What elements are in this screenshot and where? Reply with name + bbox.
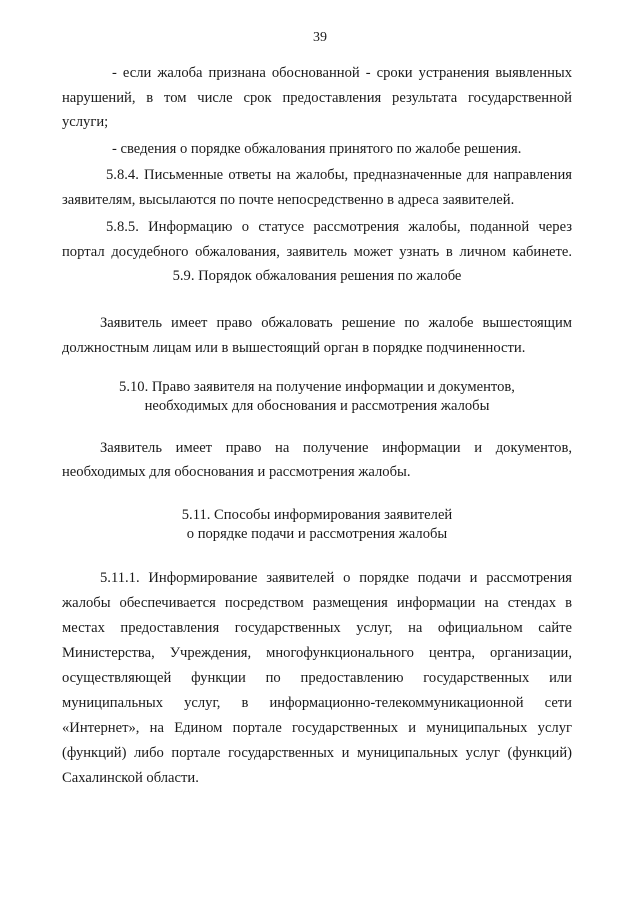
text-line: услуги; [62, 114, 109, 130]
text-line: Заявитель имеет право на получение информации и документов, [100, 440, 572, 456]
text-line: 5.8.4. Письменные ответы на жалобы, предназначенные для направления [106, 167, 572, 183]
text-line: Заявитель имеет право обжаловать решение по жалобе вышестоящим [100, 315, 572, 331]
text-line: портал досудебного обжалования, заявитель может узнать в личном кабинете. [62, 244, 572, 260]
text-line: (функций) либо портале государственных и муниципальных услуг (функций) [62, 745, 572, 761]
text-line: местах предоставления государственных услуг, на официальном сайте [62, 620, 572, 636]
text-line: необходимых для обоснования и рассмотрения жалобы. [62, 464, 411, 480]
text-line: заявителям, высылаются по почте непосредственно в адреса заявителей. [62, 192, 515, 208]
section-heading: 5.11. Способы информирования заявителей [181, 507, 453, 523]
text-line: Министерства, Учреждения, многофункционального центра, организации, [62, 645, 572, 661]
text-line: - сведения о порядке обжалования принятого по жалобе решения. [112, 141, 522, 157]
section-heading: о порядке подачи и рассмотрения жалобы [186, 526, 448, 542]
text-line: - если жалоба признана обоснованной - сроки устранения выявленных [112, 65, 572, 81]
text-line: Сахалинской области. [62, 770, 199, 786]
section-heading: необходимых для обоснования и рассмотрения жалобы [144, 398, 490, 414]
text-line: осуществляющей функции по предоставлению государственных или [62, 670, 572, 686]
text-line: 5.11.1. Информирование заявителей о порядке подачи и рассмотрения [100, 570, 572, 586]
text-line: муниципальных услуг, в информационно-телекоммуникационной сети [62, 695, 572, 711]
text-line: «Интернет», на Едином портале государственных и муниципальных услуг [62, 720, 572, 736]
text-line: 5.8.5. Информацию о статусе рассмотрения жалобы, поданной через [106, 219, 572, 235]
text-line: должностным лицам или в вышестоящий орган в порядке подчиненности. [62, 340, 526, 356]
page-number: 39 [313, 30, 327, 45]
section-heading: 5.10. Право заявителя на получение информации и документов, [119, 379, 515, 395]
text-line: нарушений, в том числе срок предоставления результата государственной [62, 90, 572, 106]
text-line: жалобы обеспечивается посредством размещения информации на стендах в [62, 595, 572, 611]
section-heading: 5.9. Порядок обжалования решения по жалобе [172, 268, 462, 284]
